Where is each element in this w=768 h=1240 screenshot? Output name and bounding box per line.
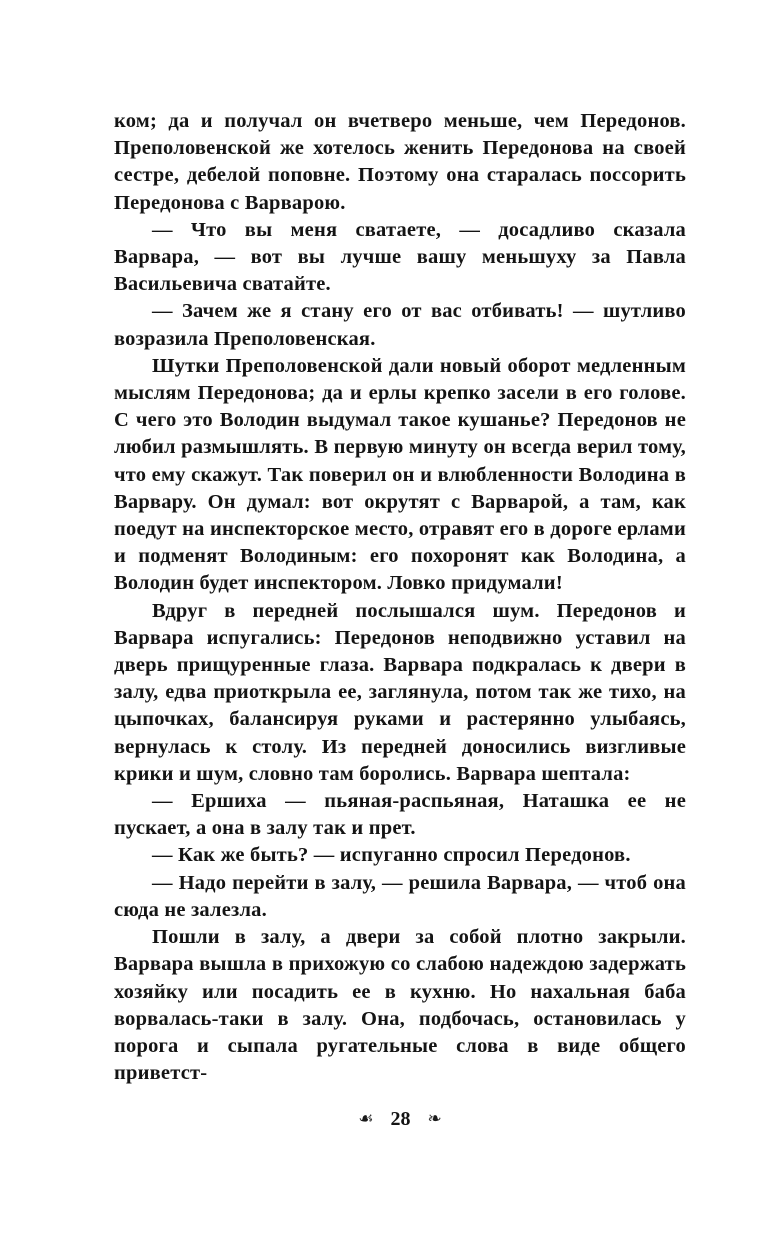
paragraph: — Ершиха — пьяная-распьяная, Наташка ее не пускает, а она в залу так и прет.: [114, 790, 686, 840]
paragraph: Пошли в залу, а двери за собой плотно закрыли. Варвара вышла в прихожую со слабою надеждою задержать хозяйку или посадить ее в кухню. Но нахальная баба ворвалась-таки в залу. Она, подбочась, остановилась у порога и сыпала ругательные слова в виде общего приветст-: [114, 926, 686, 1085]
page-footer: [114, 1108, 686, 1131]
paragraph: — Надо перейти в залу, — решила Варвара, — чтоб она сюда не залезла.: [114, 871, 686, 921]
paragraph: Вдруг в передней послышался шум. Передонов и Варвара испугались: Передонов неподвижно уставил на дверь прищуренные глаза. Варвара подкралась к двери в залу, едва приоткрыла ее, заглянула, потом так же тихо, на цыпочках, балансируя руками и растерянно улыбаясь, вернулась к столу. Из передней доносились визгливые крики и шум, словно там боролись. Варвара шептала:: [114, 599, 686, 785]
paragraph: Шутки Преполовенской дали новый оборот медленным мыслям Передонова; да и ерлы крепко засели в его голове. С чего это Володин выдумал такое кушанье? Передонов не любил размышлять. В первую минуту он всегда верил тому, что ему скажут. Так поверил он и влюбленности Володина в Варвару. Он думал: вот окрутят с Варварой, а там, как поедут на инспекторское место, отравят его в дороге ерлами и подменят Володиным: его похоронят как Володина, а Володин будет инспектором. Ловко придумали!: [114, 354, 686, 595]
paragraph: — Зачем же я стану его от вас отбивать! — шутливо возразила Преполовенская.: [114, 300, 686, 350]
paragraph: ком; да и получал он вчетверо меньше, чем Передонов. Преполовенской же хотелось женить Передонова на своей сестре, дебелой поповне. Поэтому она старалась поссорить Передонова с Варварою.: [114, 110, 686, 214]
paragraph: — Что вы меня сватаете, — досадливо сказала Варвара, — вот вы лучше вашу меньшуху за Павла Васильевича сватайте.: [114, 218, 686, 296]
text-block: [114, 108, 686, 1087]
paragraph: — Как же быть? — испуганно спросил Передонов.: [152, 844, 631, 867]
fleuron-left-icon: ☙: [358, 1109, 374, 1129]
page-number: 28: [390, 1108, 411, 1130]
fleuron-right-icon: ❧: [427, 1109, 442, 1129]
